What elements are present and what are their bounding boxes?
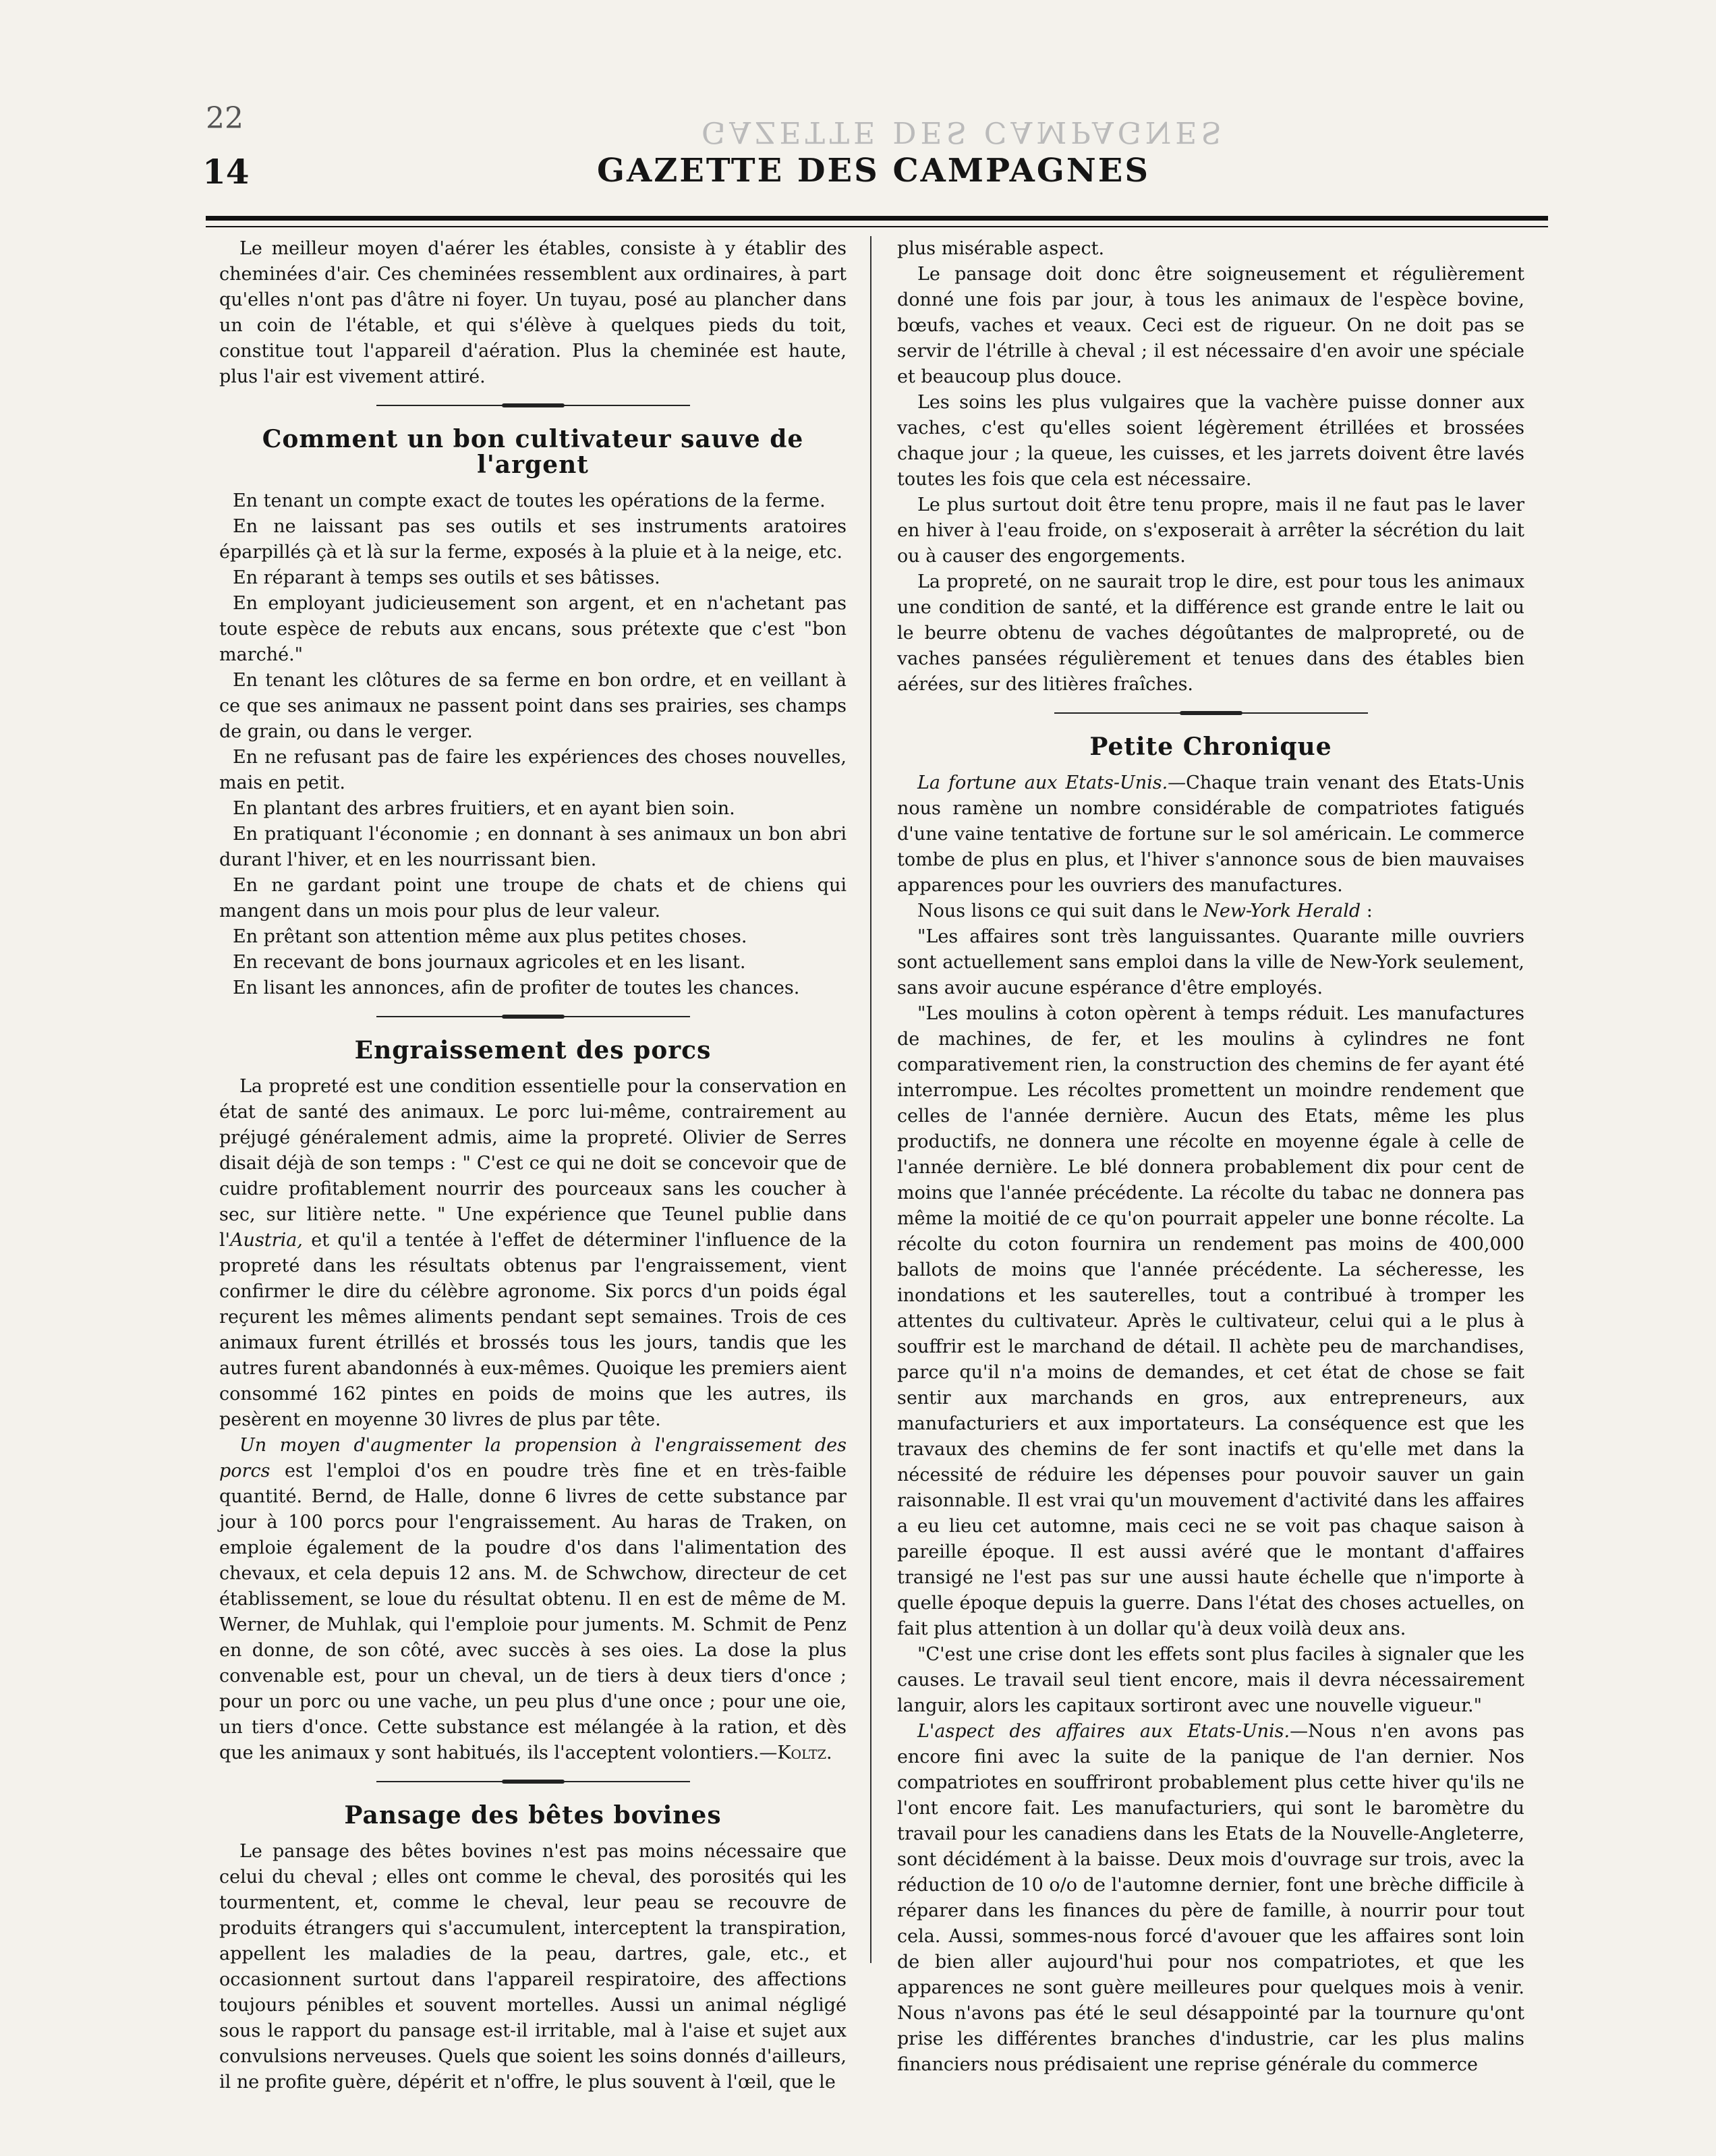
porcs-paragraph-1: La propreté est une condition essentielle pour la conservation en état de santé des animaux. Le porc lui-même, contrairement au préjugé généralement admis, aime la propreté. Olivier de Serres disait déjà de son temps : " C'est ce qui ne doit se concevoir que de cuidre profitablement nourrir des pourceaux sans les coucher à sec, sur litière nette. " Une expérience que Teunel publie dans l'Austria, et qu'il a tentée à l'effet de déterminer l'influence de la propreté dans les résultats obtenus par l'engraissement, vient confirmer le dire du célèbre agronome. Six porcs d'un poids égal reçurent les mêmes aliments pendant sept semaines. Trois de ces animaux furent étrillés et brossés tous les jours, tandis que les autres furent abandonnés à eux-mêmes. Quoique les premiers aient consommé 162 pintes en poids de moins que les autres, ils pesèrent en moyenne 30 livres de plus par tête. bbox=[219, 1076, 847, 1430]
chronique-quote-3: "C'est une crise dont les effets sont plus faciles à signaler que les causes. Le travail seul tient encore, mais il devra nécessairement languir, alors les capitaux sortiront avec une nouvelle vigueur." bbox=[897, 1644, 1524, 1716]
list-item: En ne refusant pas de faire les expériences des choses nouvelles, mais en petit. bbox=[219, 747, 847, 793]
heading-argent: Comment un bon cultivateur sauve de l'argent bbox=[262, 425, 804, 479]
header-rule-thick bbox=[206, 216, 1548, 221]
column-divider bbox=[870, 236, 871, 1963]
list-item: En réparant à temps ses outils et ses bâtisses. bbox=[233, 567, 660, 588]
aeration-paragraph: Le meilleur moyen d'aérer les étables, consiste à y établir des cheminées d'air. Ces cheminées ressemblent aux ordinaires, à part qu'elles n'ont pas d'âtre ni foyer. Un tuyau, posé au plancher dans un coin de l'étable, et qui s'élève à quelques pieds du toit, constitue tout l'appareil d'aération. Plus la cheminée est haute, plus l'air est vivement attiré. bbox=[219, 238, 847, 387]
page-header bbox=[202, 152, 1545, 192]
chronique-item-1: La fortune aux Etats-Unis.—Chaque train venant des Etats-Unis nous ramène un nombre considérable de compatriotes fatigués d'une vaine tentative de fortune sur le sol américain. Le commerce tombe de plus en plus, et l'hiver s'annonce sous de bien mauvaises apparences pour les ouvriers des manufactures. bbox=[897, 772, 1524, 896]
heading-chronique: Petite Chronique bbox=[1089, 733, 1332, 761]
list-item: En ne laissant pas ses outils et ses instruments aratoires éparpillés çà et là sur la ferme, exposés à la pluie et à la neige, etc. bbox=[219, 516, 847, 563]
section-separator bbox=[219, 1008, 847, 1025]
section-separator bbox=[897, 704, 1524, 722]
list-item: En recevant de bons journaux agricoles et en les lisant. bbox=[233, 952, 746, 973]
heading-porcs: Engraissement des porcs bbox=[354, 1036, 712, 1065]
right-column bbox=[897, 236, 1524, 2075]
list-item: En prêtant son attention même aux plus petites choses. bbox=[233, 926, 747, 947]
pansage-paragraph-5: La propreté, on ne saurait trop le dire, est pour tous les animaux une condition de santé, et la différence est grande entre le lait ou le beurre obtenu de vaches dégoûtantes de malpropreté, ou de vaches pansées régulièrement et tenues dans des étables bien aérées, sur des litières fraîches. bbox=[897, 571, 1524, 695]
section-separator bbox=[219, 1773, 847, 1790]
bleed-through-masthead: GAZETTE DES CAMPAGNES bbox=[702, 115, 1226, 149]
signature: Koltz. bbox=[777, 1742, 832, 1763]
chronique-item-2: Nous lisons ce qui suit dans le New-York Herald : bbox=[917, 901, 1373, 921]
left-column bbox=[219, 236, 847, 2093]
pansage-continuation: plus misérable aspect. bbox=[897, 238, 1105, 259]
porcs-paragraph-2: Un moyen d'augmenter la propension à l'engraissement des porcs est l'emploi d'os en poudre très fine et en très-faible quantité. Bernd, de Halle, donne 6 livres de cette substance par jour à 100 porcs pour l'engraissement. Au haras de Traken, on emploie également de la poudre d'os dans l'alimentation des chevaux, et cela depuis 12 ans. M. de Schwchow, directeur de cet établissement, se loue du résultat obtenu. Il en est de même de M. Werner, de Muhlak, qui l'emploie pour juments. M. Schmit de Penz en donne, de son côté, avec succès à ses oies. La dose la plus convenable est, pour un cheval, un de tiers à deux tiers d'once ; pour un porc ou une vache, un peu plus d'une once ; pour une oie, un tiers d'once. Cette substance est mélangée à la ration, et dès que les animaux y sont habitués, ils l'acceptent volontiers.—Koltz. bbox=[219, 1435, 847, 1763]
chronique-quote-1: "Les affaires sont très languissantes. Quarante mille ouvriers sont actuellement sans emploi dans la ville de New-York seulement, sans avoir aucune espérance d'être employés. bbox=[897, 926, 1524, 998]
list-item: En tenant les clôtures de sa ferme en bon ordre, et en veillant à ce que ses animaux ne passent point dans ses prairies, ses champs de grain, ou dans le verger. bbox=[219, 670, 847, 742]
page-number: 14 bbox=[202, 152, 250, 192]
folio-top: 22 bbox=[206, 101, 244, 136]
chronique-quote-2: "Les moulins à coton opèrent à temps réduit. Les manufactures de machines, de fer, et les moulins à cylindres ne font comparativement rien, la construction des chemins de fer ayant été interrompue. Les récoltes promettent un moindre rendement que celles de l'année dernière. Aucun des Etats, même les plus productifs, ne donnera une récolte en moyenne égale à celle de l'année dernière. Le blé donnera probablement dix pour cent de moins que l'année précédente. La récolte du tabac ne donnera pas même la moitié de ce qu'on pourrait appeler une bonne récolte. La récolte du coton fournira un rendement pas moins de 400,000 ballots de moins que l'année précédente. La sécheresse, les inondations et les sauterelles, tout a contribué à tromper les attentes du cultivateur. Après le cultivateur, celui qui a le plus à souffrir est le marchand de détail. Il achète peu de marchandises, parce qu'il n'a moins de demandes, et cet état de chose se fait sentir aux marchands en gros, aux entrepreneurs, aux manufacturiers et aux importateurs. La conséquence est que les travaux des chemins de fer sont inactifs et qu'elle met dans la nécessité de réduire les dépenses pour pouvoir sauver un gain raisonnable. Il est vrai qu'un mouvement d'activité dans les affaires a eu lieu cet automne, mais ceci ne se voit pas chaque saison à pareille époque. Il est aussi avéré que le montant d'affaires transigé ne l'est pas sur une aussi haute échelle que n'importe à quelle époque depuis la guerre. Dans l'état des choses actuelles, on fait plus attention à un dollar qu'à deux voilà deux ans. bbox=[897, 1003, 1524, 1639]
pansage-paragraph-4: Le plus surtout doit être tenu propre, mais il ne faut pas le laver en hiver à l'eau froide, on s'exposerait à arrêter la sécrétion du lait ou à causer des engorgements. bbox=[897, 494, 1524, 567]
argent-list bbox=[219, 488, 847, 1001]
heading-pansage: Pansage des bêtes bovines bbox=[344, 1801, 722, 1829]
masthead: GAZETTE DES CAMPAGNES bbox=[596, 152, 1150, 190]
list-item: En employant judicieusement son argent, et en n'achetant pas toute espèce de rebuts aux encans, sous prétexte que c'est "bon marché." bbox=[219, 593, 847, 665]
list-item: En plantant des arbres fruitiers, et en ayant bien soin. bbox=[233, 798, 735, 819]
list-item: En ne gardant point une troupe de chats et de chiens qui mangent dans un mois pour plus de leur valeur. bbox=[219, 875, 847, 921]
header-rule-thin bbox=[206, 226, 1548, 227]
list-item: En lisant les annonces, afin de profiter de toutes les chances. bbox=[233, 977, 800, 998]
pansage-paragraph-3: Les soins les plus vulgaires que la vachère puisse donner aux vaches, c'est qu'elles soient légèrement étrillées et brossées chaque jour ; la queue, les cuisses, et les jarrets doivent être lavés toutes les fois que cela est nécessaire. bbox=[897, 392, 1524, 490]
pansage-paragraph-1: Le pansage des bêtes bovines n'est pas moins nécessaire que celui du cheval ; elles ont comme le cheval, des porosités qui les tourmentent, et, comme le cheval, leur peau se recouvre de produits étrangers qui s'accumulent, interceptent la transpiration, appellent les maladies de la peau, dartres, gale, etc., et occasionnent surtout dans l'appareil respiratoire, des affections toujours pénibles et souvent mortelles. Aussi un animal négligé sous le rapport du pansage est-il irritable, mal à l'aise et sujet aux convulsions nerveuses. Quels que soient les soins donnés d'ailleurs, il ne profite guère, dépérit et n'offre, le plus souvent à l'œil, que le bbox=[219, 1841, 847, 2093]
list-item: En tenant un compte exact de toutes les opérations de la ferme. bbox=[233, 490, 826, 511]
list-item: En pratiquant l'économie ; en donnant à ses animaux un bon abri durant l'hiver, et en les nourrissant bien. bbox=[219, 824, 847, 870]
section-separator bbox=[219, 397, 847, 414]
chronique-item-3: L'aspect des affaires aux Etats-Unis.—Nous n'en avons pas encore fini avec la suite de la panique de l'an dernier. Nos compatriotes en souffriront probablement plus cette hiver qu'ils ne l'ont encore fait. Les manufacturiers, qui sont le baromètre du travail pour les canadiens dans les Etats de la Nouvelle-Angleterre, sont décidément à la baisse. Deux mois d'ouvrage sur trois, avec la réduction de 10 o/o de l'automne dernier, font une brèche difficile à réparer dans les finances du père de famille, à nourrir pour tout cela. Aussi, sommes-nous forcé d'avouer que les affaires sont loin de bien aller aujourd'hui pour nos compatriotes, et que les apparences ne sont guère meilleures pour quelques mois à venir. Nous n'avons pas été le seul désappointé par la tournure qu'ont prise les différentes branches d'industrie, car les plus malins financiers nous prédisaient une reprise générale du commerce bbox=[897, 1721, 1524, 2075]
pansage-paragraph-2: Le pansage doit donc être soigneusement et régulièrement donné une fois par jour, à tous les animaux de l'espèce bovine, bœufs, vaches et veaux. Ceci est de rigueur. On ne doit pas se servir de l'étrille à cheval ; il est nécessaire d'en avoir une spéciale et beaucoup plus douce. bbox=[897, 264, 1524, 387]
